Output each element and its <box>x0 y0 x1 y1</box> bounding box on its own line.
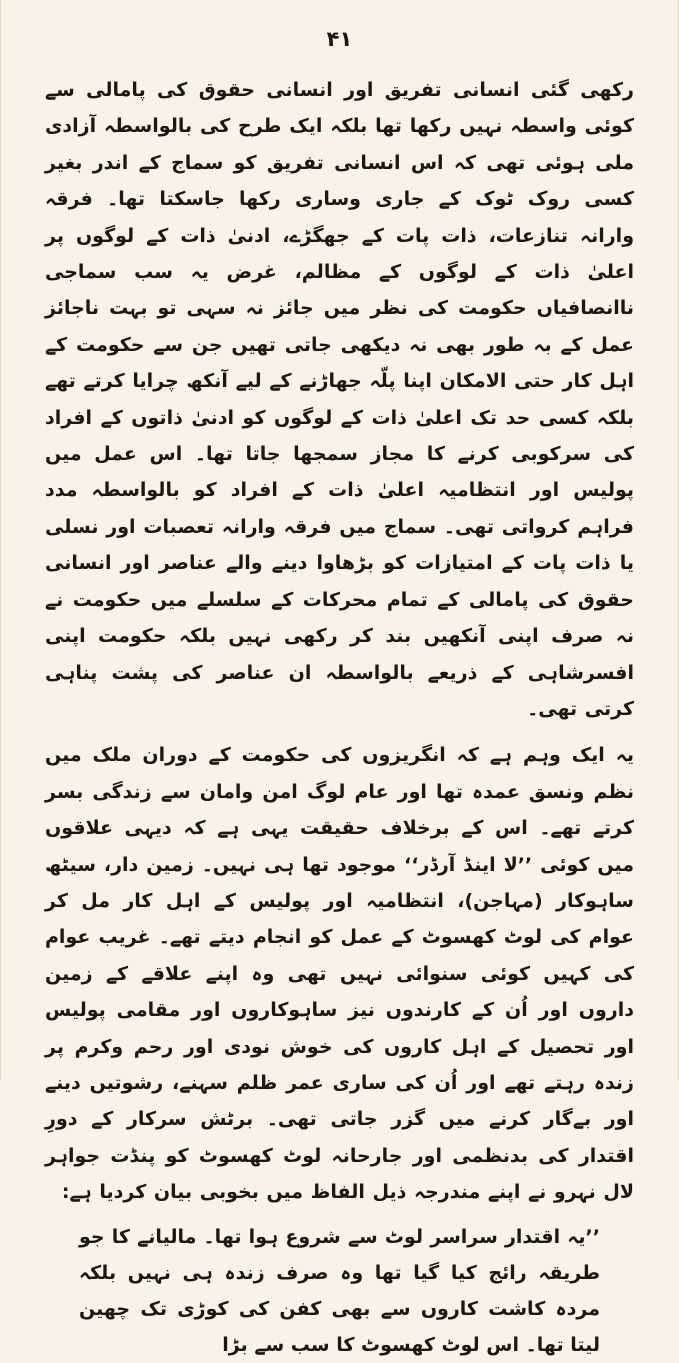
page-number: ۴۱ <box>326 27 353 51</box>
page-body <box>45 72 634 1363</box>
block-quote: ’’یہ اقتدار سراسر لوٹ سے شروع ہوا تھا۔ مالیانے کا جو طریقہ رائج کیا گیا تھا وہ صرف زندہ ہی نہیں بلکہ مردہ کاشت کاروں سے بھی کفن کی کوڑی تک چھین لیتا تھا۔ اس لوٹ کھسوٹ کا سب سے بڑا <box>79 1225 600 1356</box>
paragraph-1: رکھی گئی انسانی تفریق اور انسانی حقوق کی پامالی سے کوئی واسطہ نہیں رکھا تھا بلکہ ایک طرح کی بالواسطہ آزادی ملی ہوئی تھی کہ اس انسانی تفریق کو سماج کے اندر بغیر کسی روک ٹوک کے جاری وساری رکھا جاسکتا تھا۔ فرقہ وارانہ تنازعات، ذات پات کے جھگڑے، ادنیٰ ذات کے لوگوں پر اعلیٰ ذات کے لوگوں کے مظالم، غرض یہ سب سماجی ناانصافیاں حکومت کی نظر میں جائز نہ سہی تو بہت ناجائز عمل کے بہ طور بھی نہ دیکھی جاتی تھیں جن سے حکومت کے اہل کار حتی الامکان اپنا پلّہ جھاڑنے کے لیے آنکھ چرایا کرتے تھے بلکہ کسی حد تک اعلیٰ ذات کے لوگوں کو ادنیٰ ذاتوں کے افراد کی سرکوبی کرنے کا مجاز سمجھا جاتا تھا۔ اس عمل میں پولیس اور انتظامیہ اعلیٰ ذات کے افراد کو بالواسطہ مدد فراہم کرواتی تھی۔ سماج میں فرقہ وارانہ تعصبات اور نسلی یا ذات پات کے امتیازات کو بڑھاوا دینے والے عناصر اور انسانی حقوق کی پامالی کے تمام محرکات کے سلسلے میں حکومت نے نہ صرف اپنی آنکھیں بند کر رکھی نہیں بلکہ حکومت اپنی افسرشاہی کے ذریعے بالواسطہ ان عناصر کی پشت پناہی کرتی تھی۔ <box>45 79 634 720</box>
paragraph-2: یہ ایک وہم ہے کہ انگریزوں کی حکومت کے دوران ملک میں نظم ونسق عمدہ تھا اور عام لوگ امن وامان سے زندگی بسر کرتے تھے۔ اس کے برخلاف حقیقت یہی ہے کہ دیہی علاقوں میں کوئی ’’لا اینڈ آرڈر‘‘ موجود تھا ہی نہیں۔ زمین دار، سیٹھ ساہوکار (مہاجن)، انتظامیہ اور پولیس کے اہل کار مل کر عوام کی لوٹ کھسوٹ کے عمل کو انجام دیتے تھے۔ غریب عوام کی کہیں کوئی سنوائی نہیں تھی وہ اپنے علاقے کے زمین داروں اور اُن کے کارندوں نیز ساہوکاروں اور مقامی پولیس اور تحصیل کے اہل کاروں کی خوش نودی اور رحم وکرم پر زندہ رہتے تھے اور اُن کی ساری عمر ظلم سہنے، رشوتیں دینے اور بےگار کرنے میں گزر جاتی تھی۔ برٹش سرکار کے دورِ اقتدار کی بدنظمی اور جارحانہ لوٹ کھسوٹ کو پنڈت جواہر لال نہرو نے اپنے مندرجہ ذیل الفاظ میں بخوبی بیان کردیا ہے: <box>45 744 634 1204</box>
